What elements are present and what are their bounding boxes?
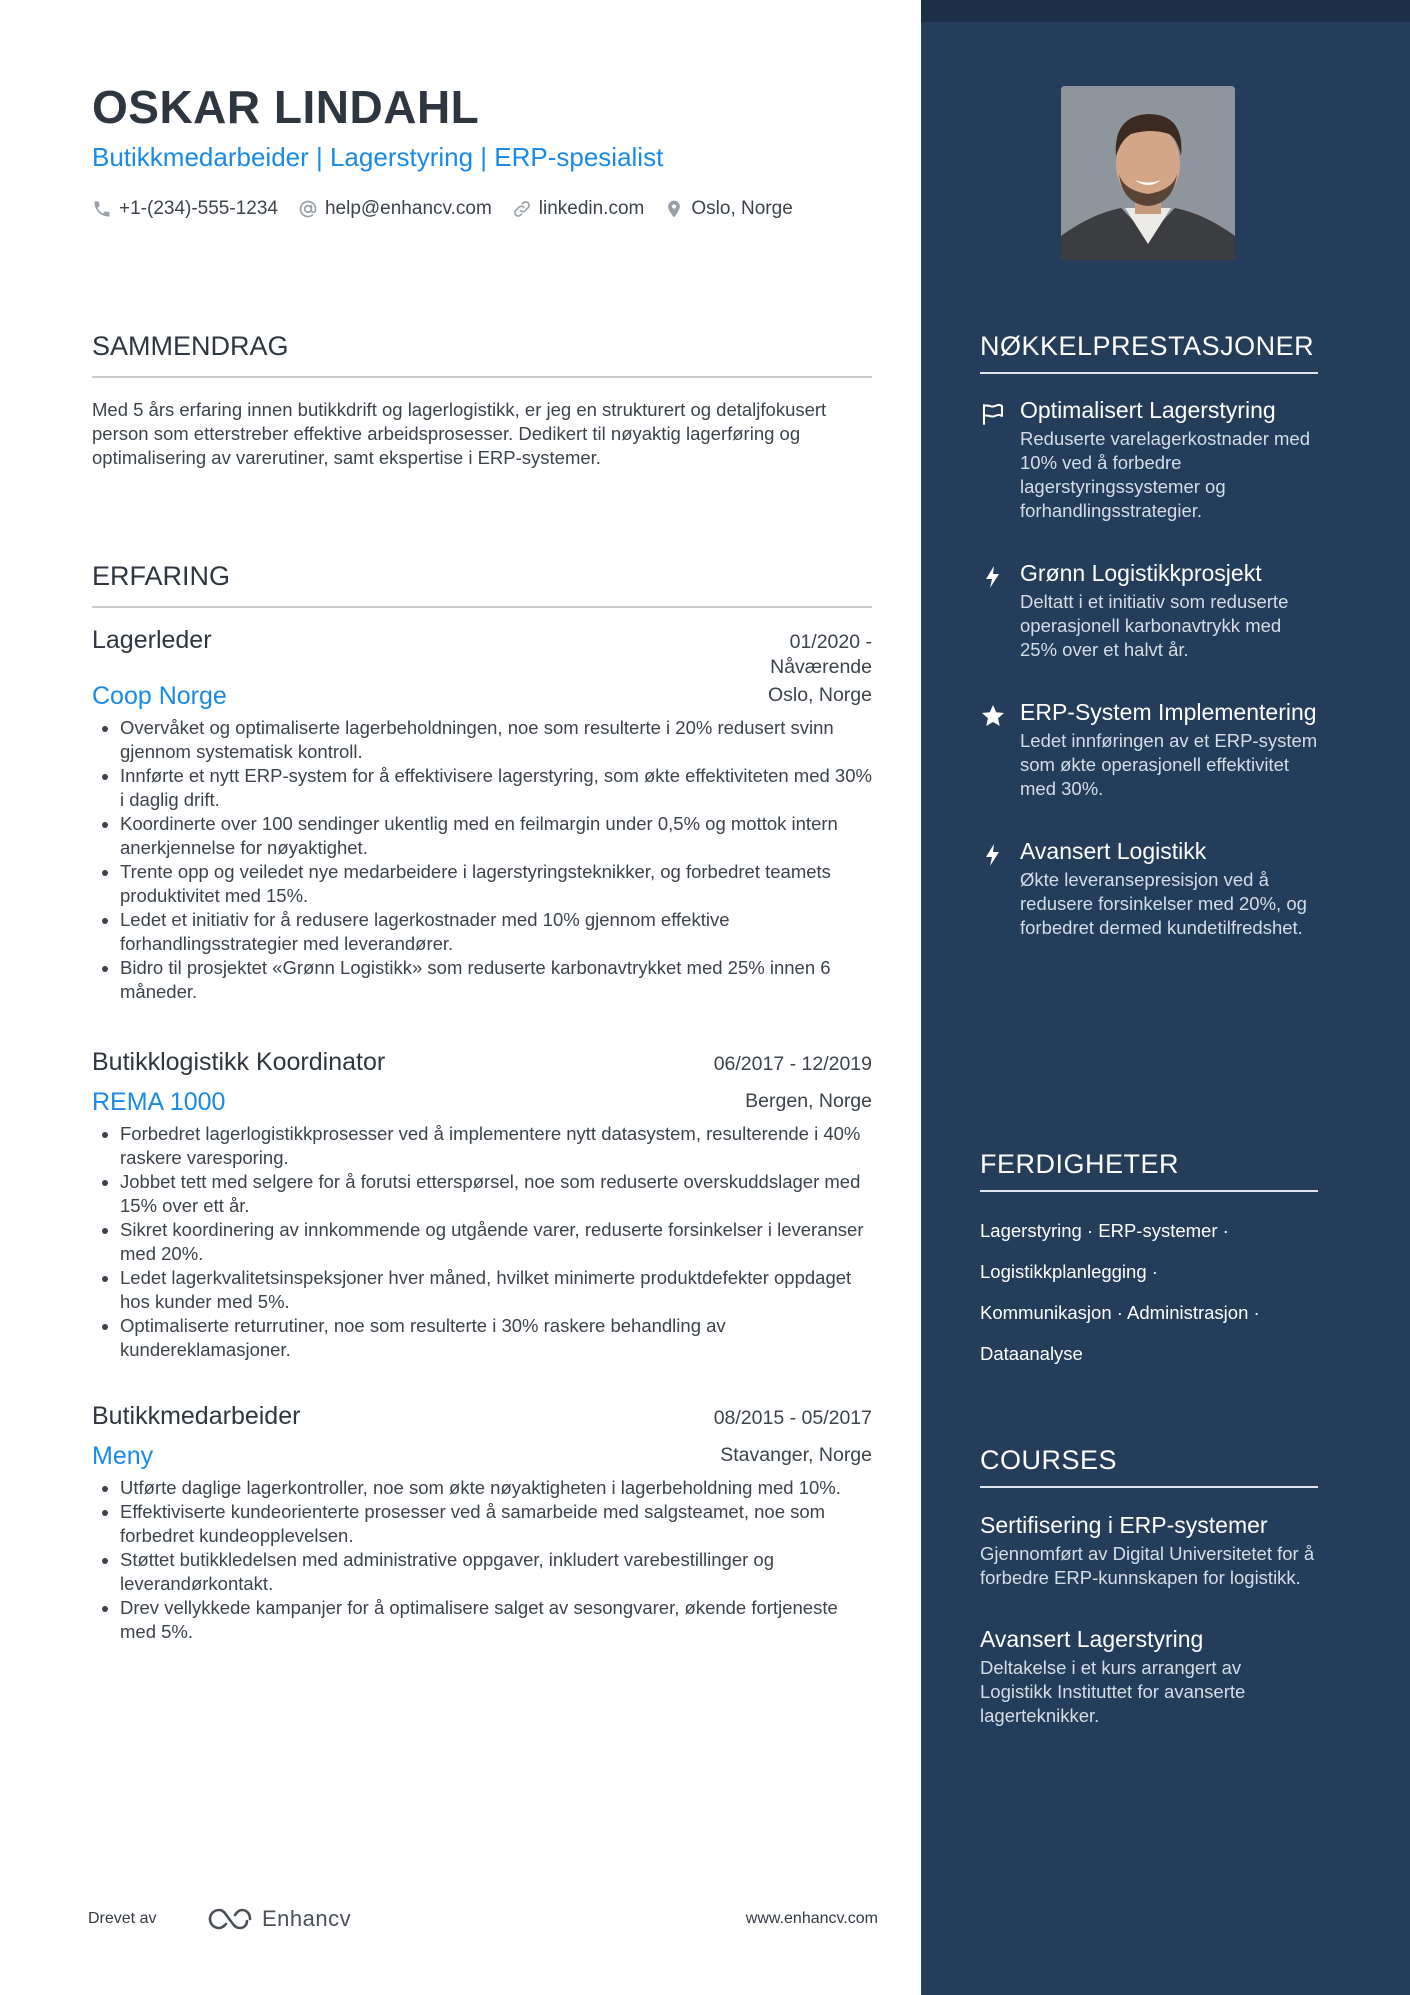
sidebar-top-bar xyxy=(921,0,1410,22)
job-date: 06/2017 - 12/2019 xyxy=(713,1053,872,1075)
achievement-title: Avansert Logistikk xyxy=(1020,838,1207,864)
email-text: help@enhancv.com xyxy=(324,198,492,219)
candidate-name: OSKAR LINDAHL xyxy=(92,81,480,133)
job-bullet: • Overvåket og optimaliserte lagerbeholdningen, noe som resulterte i 20% redusert svinn gjennom systematisk kontroll. xyxy=(120,716,872,764)
job-entry xyxy=(92,626,872,1004)
company-name[interactable]: REMA 1000 xyxy=(92,1088,226,1116)
company-name[interactable]: Coop Norge xyxy=(92,682,227,710)
skill-tag: Kommunikasjon xyxy=(980,1302,1112,1323)
enhancv-logo-text: Enhancv xyxy=(262,1906,352,1931)
contact-bar xyxy=(92,196,813,222)
achievements-section-title: NØKKELPRESTASJONER xyxy=(980,328,1318,374)
job-bullets xyxy=(92,1122,872,1362)
enhancv-logo[interactable] xyxy=(206,1904,351,1934)
course-title: Avansert Lagerstyring xyxy=(980,1626,1204,1652)
achievement-title: ERP-System Implementering xyxy=(1020,699,1317,725)
phone-text: +1-(234)-555-1234 xyxy=(119,198,278,219)
achievement-item xyxy=(980,559,1318,662)
job-title: Butikklogistikk Koordinator xyxy=(92,1048,386,1076)
achievement-desc: Ledet innføringen av et ERP-system som økte operasjonell effektivitet med 30%. xyxy=(1020,730,1318,799)
job-bullet: • Innførte et nytt ERP-system for å effektivisere lagerstyring, som økte effektiviteten med 30% i daglig drift. xyxy=(120,764,872,812)
job-bullets xyxy=(92,1476,872,1644)
job-date: 08/2015 - 05/2017 xyxy=(713,1407,872,1429)
job-entry xyxy=(92,1048,872,1362)
avatar-illustration xyxy=(1061,86,1235,260)
powered-by-label: Drevet av xyxy=(88,1910,157,1927)
job-bullet: • Utførte daglige lagerkontroller, noe som økte nøyaktigheten i lagerbeholdning med 10%. xyxy=(120,1476,872,1500)
skill-tag: Logistikkplanlegging xyxy=(980,1261,1147,1282)
courses-section xyxy=(980,1442,1318,1728)
experience-section-title: ERFARING xyxy=(92,558,872,608)
job-bullets xyxy=(92,716,872,1004)
linkedin-text: linkedin.com xyxy=(538,198,645,219)
job-date: 01/2020 - Nåværende xyxy=(770,631,872,678)
job-bullet: • Trente opp og veiledet nye medarbeidere i lagerstyringsteknikker, og forbedret teamets produktivitet med 15%. xyxy=(120,860,872,908)
job-bullet: • Drev vellykkede kampanjer for å optimalisere salget av sesongvarer, økende fortjeneste med 5%. xyxy=(120,1596,872,1644)
link-icon xyxy=(512,199,532,219)
job-bullet: • Koordinerte over 100 sendinger ukentlig med en feilmargin under 0,5% og mottok intern anerkjennelse for nøyaktighet. xyxy=(120,812,872,860)
footer xyxy=(88,1904,878,1944)
skill-tag: Lagerstyring xyxy=(980,1220,1082,1241)
headline: Butikkmedarbeider | Lagerstyring | ERP-spesialist xyxy=(92,142,664,172)
course-title: Sertifisering i ERP-systemer xyxy=(980,1512,1268,1538)
job-location: Bergen, Norge xyxy=(745,1090,872,1112)
course-item xyxy=(980,1624,1318,1728)
job-title: Lagerleder xyxy=(92,626,212,654)
contact-linkedin[interactable] xyxy=(512,198,645,220)
job-bullet: • Optimaliserte returrutiner, noe som resulterte i 30% raskere behandling av kundereklamasjoner. xyxy=(120,1314,872,1362)
contact-phone[interactable] xyxy=(92,198,278,220)
achievement-desc: Økte leveransepresisjon ved å redusere forsinkelser med 20%, og forbedret dermed kundetilfredshet. xyxy=(1020,869,1307,938)
achievement-desc: Reduserte varelagerkostnader med 10% ved å forbedre lagerstyringssystemer og forhandlingsstrategier. xyxy=(1020,428,1310,521)
star-icon xyxy=(980,704,1006,728)
flag-icon xyxy=(980,402,1006,426)
achievement-title: Grønn Logistikkprosjekt xyxy=(1020,560,1262,586)
job-bullet: • Jobbet tett med selgere for å forutsi etterspørsel, noe som reduserte overskuddslager med 15% over ett år. xyxy=(120,1170,872,1218)
profile-photo xyxy=(1061,86,1235,260)
skill-tag: Dataanalyse xyxy=(980,1343,1083,1364)
website-link[interactable]: www.enhancv.com xyxy=(745,1910,878,1927)
enhancv-logo-icon xyxy=(206,1904,254,1934)
course-desc: Gjennomført av Digital Universitetet for å forbedre ERP-kunnskapen for logistikk. xyxy=(980,1543,1315,1588)
job-entry xyxy=(92,1402,872,1644)
summary-text: Med 5 års erfaring innen butikkdrift og lagerlogistikk, er jeg en strukturert og detaljfokusert person som etterstreber effektive arbeidsprosesser. Dedikert til nøyaktig lagerføring og optimalisering av varerutiner, samt ekspertise i ERP-systemer. xyxy=(92,399,827,468)
skills-list: Lagerstyring · ERP-systemer · Logistikkplanlegging · Kommunikasjon · Administrasjon · Dataanalyse xyxy=(980,1220,1260,1364)
achievement-item xyxy=(980,837,1318,940)
phone-icon xyxy=(92,199,112,219)
contact-email[interactable] xyxy=(298,198,492,220)
achievement-item xyxy=(980,396,1318,523)
courses-section-title: COURSES xyxy=(980,1442,1318,1488)
skills-section-title: FERDIGHETER xyxy=(980,1146,1318,1192)
achievements-section xyxy=(980,328,1318,940)
sidebar xyxy=(921,0,1410,1995)
bolt-icon xyxy=(980,843,1006,867)
achievement-title: Optimalisert Lagerstyring xyxy=(1020,397,1276,423)
location-pin-icon xyxy=(664,199,684,219)
summary-section-title: SAMMENDRAG xyxy=(92,328,872,378)
at-icon xyxy=(298,199,318,219)
job-bullet: • Forbedret lagerlogistikkprosesser ved å implementere nytt datasystem, resulterende i 40% raskere varesporing. xyxy=(120,1122,872,1170)
job-bullet: • Ledet et initiativ for å redusere lagerkostnader med 10% gjennom effektive forhandlingsstrategier med leverandører. xyxy=(120,908,872,956)
course-desc: Deltakelse i et kurs arrangert av Logistikk Instituttet for avanserte lagerteknikker. xyxy=(980,1657,1246,1726)
contact-location xyxy=(664,198,792,220)
skill-tag: ERP-systemer xyxy=(1098,1220,1218,1241)
job-bullet: • Støttet butikkledelsen med administrative oppgaver, inkludert varebestillinger og leverandørkontakt. xyxy=(120,1548,872,1596)
job-bullet: • Effektiviserte kundeorienterte prosesser ved å samarbeide med salgsteamet, noe som forbedret kundeopplevelsen. xyxy=(120,1500,872,1548)
location-text: Oslo, Norge xyxy=(691,198,793,219)
skill-tag: Administrasjon xyxy=(1127,1302,1249,1323)
job-location: Oslo, Norge xyxy=(767,684,872,706)
job-location: Stavanger, Norge xyxy=(720,1444,872,1466)
achievement-desc: Deltatt i et initiativ som reduserte operasjonell karbonavtrykk med 25% over et halvt år. xyxy=(1020,591,1289,660)
job-bullet: • Sikret koordinering av innkommende og utgående varer, reduserte forsinkelser i leveranser med 20%. xyxy=(120,1218,872,1266)
course-item xyxy=(980,1510,1318,1590)
job-bullet: • Ledet lagerkvalitetsinspeksjoner hver måned, hvilket minimerte produktdefekter oppdaget hos kunder med 5%. xyxy=(120,1266,872,1314)
achievement-item xyxy=(980,698,1318,801)
bolt-icon xyxy=(980,565,1006,589)
job-title: Butikkmedarbeider xyxy=(92,1402,301,1430)
company-name[interactable]: Meny xyxy=(92,1442,154,1470)
skills-section xyxy=(980,1146,1318,1374)
job-bullet: • Bidro til prosjektet «Grønn Logistikk» som reduserte karbonavtrykket med 25% innen 6 måneder. xyxy=(120,956,872,1004)
